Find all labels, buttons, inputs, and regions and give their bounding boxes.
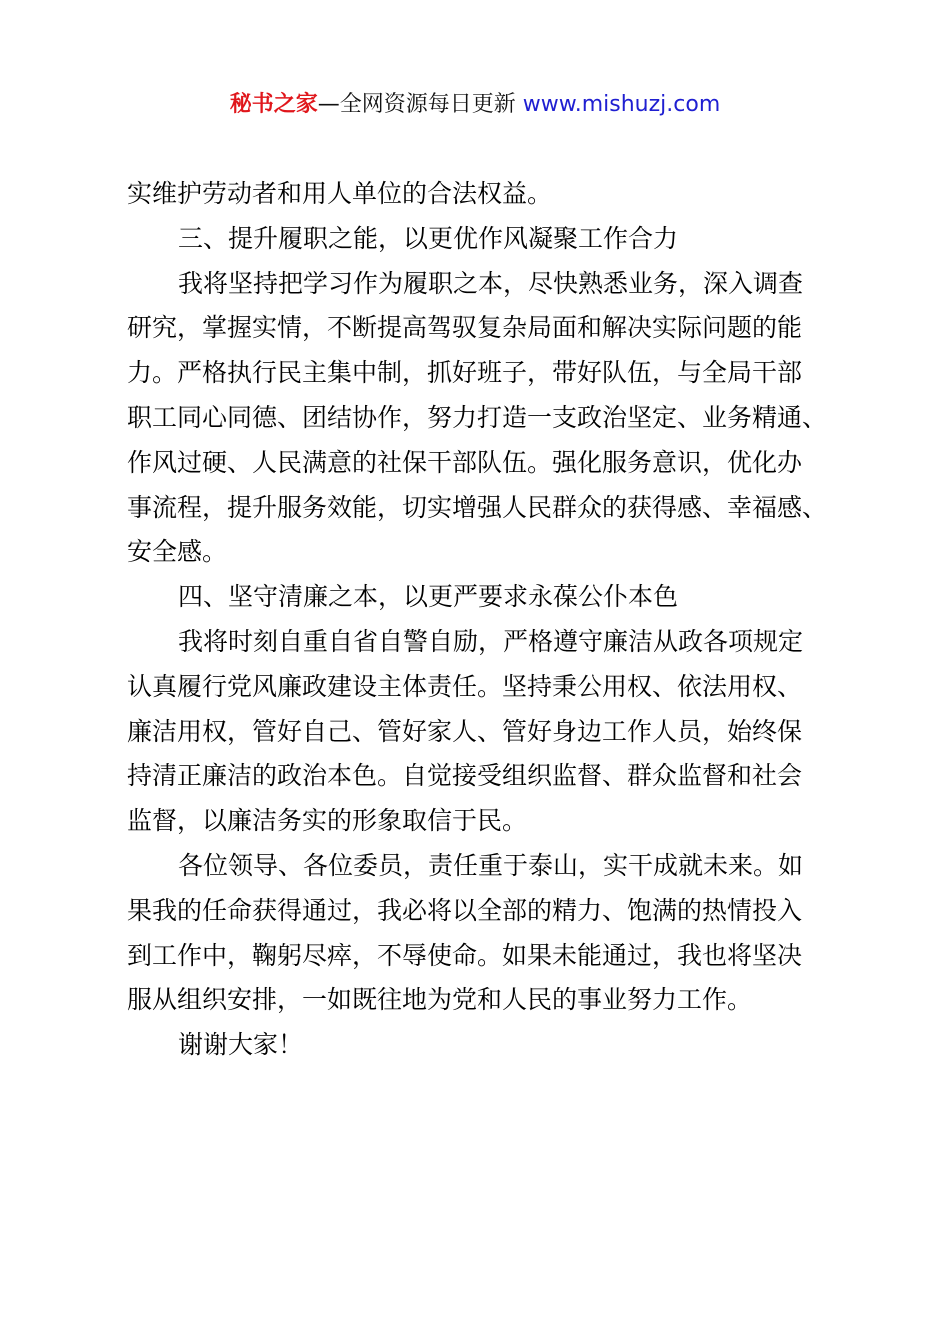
section-heading: 四、坚守清廉之本，以更严要求永葆公仆本色 xyxy=(178,582,679,612)
text-line: 作风过硬、人民满意的社保干部队伍。强化服务意识，优化办 xyxy=(127,447,803,477)
header-tagline: —全网资源每日更新 xyxy=(317,92,523,117)
text-line: 各位领导、各位委员，责任重于泰山，实干成就未来。如 xyxy=(178,850,804,880)
text-line: 我将坚持把学习作为履职之本，尽快熟悉业务，深入调查 xyxy=(178,268,804,298)
text-line: 服从组织安排，一如既往地为党和人民的事业努力工作。 xyxy=(127,985,753,1015)
page-header xyxy=(0,88,950,122)
text-line: 廉洁用权，管好自己、管好家人、管好身边工作人员，始终保 xyxy=(127,716,803,746)
text-line: 我将时刻自重自省自警自励，严格遵守廉洁从政各项规定 xyxy=(178,626,804,656)
document-body xyxy=(127,172,847,1068)
brand-name: 秘书之家 xyxy=(229,92,318,117)
text-line: 果我的任命获得通过，我必将以全部的精力、饱满的热情投入 xyxy=(127,895,803,925)
text-line: 力。严格执行民主集中制，抓好班子，带好队伍，与全局干部 xyxy=(127,358,803,388)
text-line: 监督，以廉洁务实的形象取信于民。 xyxy=(127,806,528,836)
site-url-link[interactable]: www.mishuzj.com xyxy=(522,92,721,117)
closing-line: 谢谢大家！ xyxy=(178,1030,304,1060)
text-line: 研究，掌握实情，不断提高驾驭复杂局面和解决实际问题的能 xyxy=(127,313,803,343)
text-line: 事流程，提升服务效能，切实增强人民群众的获得感、幸福感、 xyxy=(127,492,828,522)
text-line: 持清正廉洁的政治本色。自觉接受组织监督、群众监督和社会 xyxy=(127,761,803,791)
text-line: 认真履行党风廉政建设主体责任。坚持秉公用权、依法用权、 xyxy=(127,671,803,701)
text-line: 安全感。 xyxy=(127,537,228,567)
text-line: 到工作中，鞠躬尽瘁，不辱使命。如果未能通过，我也将坚决 xyxy=(127,940,803,970)
text-line: 职工同心同德、团结协作，努力打造一支政治坚定、业务精通、 xyxy=(127,402,828,432)
text-line: 实维护劳动者和用人单位的合法权益。 xyxy=(127,179,553,208)
section-heading: 三、提升履职之能，以更优作风凝聚工作合力 xyxy=(178,223,679,253)
